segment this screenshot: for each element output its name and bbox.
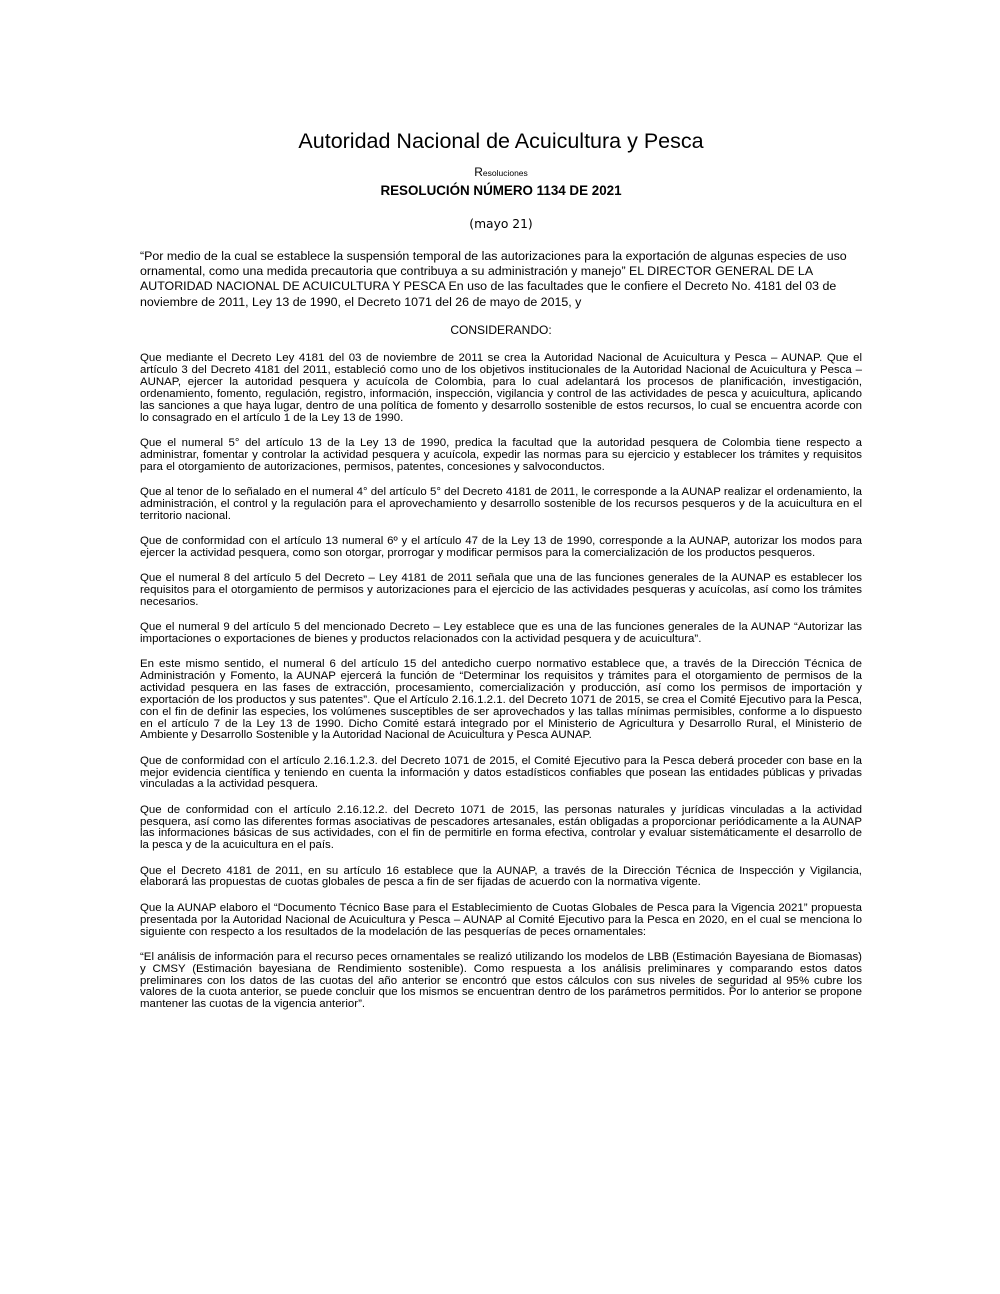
resolution-date: (mayo 21) xyxy=(469,217,533,231)
resolution-number: RESOLUCIÓN NÚMERO 1134 DE 2021 xyxy=(380,183,622,198)
page-title: Autoridad Nacional de Acuicultura y Pesca xyxy=(298,129,704,153)
paragraph: Que de conformidad con el artículo 2.16.1.2.3. del Decreto 1071 de 2015, el Comité Ejecutivo para la Pesca deberá proceder con base en la mejor evidencia científica y teniendo en cuenta la información y datos estadísticos confiables que posean las entidades públicas y privadas vinculadas a la actividad pesquera. xyxy=(140,754,862,791)
considerando-heading: CONSIDERANDO: xyxy=(450,323,552,337)
paragraph: Que de conformidad con el artículo 13 numeral 6º y el artículo 47 de la Ley 13 de 1990, corresponde a la AUNAP, autorizar los modos para ejercer la actividad pesquera, como son otorgar, prorrogar y modificar permisos para la comercialización de los productos pesqueros. xyxy=(140,534,862,559)
paragraph: En este mismo sentido, el numeral 6 del artículo 15 del antedicho cuerpo normativo establece que, a través de la Dirección Técnica de Administración y Fomento, la AUNAP ejercerá la función de “Determinar los requisitos y trámites para el otorgamiento de permisos de la actividad pesquera en las fases de extracción, procesamiento, comercialización y producción, así como los permisos de importación y exportación de los productos y sus patentes”. Que el Artículo 2.16.1.2.1. del Decreto 1071 de 2015, se crea el Comité Ejecutivo para la Pesca, con el fin de definir las especies, los volúmenes susceptibles de ser aprovechados y las tallas mínimas permisibles, conforme a lo dispuesto en el artículo 7 de la Ley 13 de 1990. Dicho Comité estará integrado por el Ministerio de Agricultura y Desarrollo Rural, el Ministerio de Ambiente y Desarrollo Sostenible y la Autoridad Nacional de Acuicultura y Pesca AUNAP. xyxy=(140,658,862,742)
paragraph: “El análisis de información para el recurso peces ornamentales se realizó utilizando los modelos de LBB (Estimación Bayesiana de Biomasas) y CMSY (Estimación bayesiana de Rendimiento sostenible). Como respuesta a los análisis preliminares y comparando estos datos preliminares con los datos de las cuotas del año anterior se encontró que estos cálculos con sus niveles de seguridad al 95% cubre los valores de la cuota anterior, se puede concluir que los mismos se encuentran dentro de los parámetros permitidos. Por lo anterior se propone mantener las cuotas de la vigencia anterior”. xyxy=(140,950,862,1011)
document-type xyxy=(140,165,862,180)
paragraph: Que el numeral 9 del artículo 5 del mencionado Decreto – Ley establece que es una de las funciones generales de la AUNAP “Autorizar las importaciones o exportaciones de bienes y productos relacionados con la actividad pesquera y de acuicultura”. xyxy=(140,620,862,645)
paragraph: Que el numeral 5° del artículo 13 de la Ley 13 de 1990, predica la facultad que la autoridad pesquera de Colombia tiene respecto a administrar, fomentar y controlar la actividad pesquera y acuícola, expedir las normas para su ejercicio y establecer los trámites y requisitos para el otorgamiento de autorizaciones, permisos, patentes, concesiones y salvoconductos. xyxy=(140,436,862,473)
paragraph: Que la AUNAP elaboro el “Documento Técnico Base para el Establecimiento de Cuotas Globales de Pesca para la Vigencia 2021” propuesta presentada por la Autoridad Nacional de Acuicultura y Pesca – AUNAP al Comité Ejecutivo para la Pesca en 2020, en el cual se menciona lo siguiente con respecto a los resultados de la modelación de las pesquerías de peces ornamentales: xyxy=(140,901,862,938)
paragraph: Que de conformidad con el artículo 2.16.12.2. del Decreto 1071 de 2015, las personas naturales y jurídicas vinculadas a la actividad pesquera, así como las diferentes formas asociativas de pescadores artesanales, están obligadas a proporcionar periódicamente a la AUNAP las informaciones básicas de sus actividades, con el fin de permitirle en forma efectiva, controlar y evaluar sistemáticamente el desarrollo de la pesca y de la acuicultura en el país. xyxy=(140,803,862,852)
document-type-rest: esoluciones xyxy=(482,168,528,178)
paragraph: Que mediante el Decreto Ley 4181 del 03 de noviembre de 2011 se crea la Autoridad Nacional de Acuicultura y Pesca – AUNAP. Que el artículo 3 del Decreto 4181 del 2011, estableció como uno de los objetivos institucionales de la Autoridad Nacional de Acuicultura y Pesca – AUNAP, ejercer la autoridad pesquera y acuícola de Colombia, para lo cual adelantará los procesos de planificación, investigación, ordenamiento, fomento, regulación, registro, información, inspección, vigilancia y control de las actividades de pesca y acuicultura, aplicando las sanciones a que haya lugar, dentro de una política de fomento y desarrollo sostenible de estos recursos, lo cual se encuentra acorde con lo consagrado en el artículo 1 de la Ley 13 de 1990. xyxy=(140,352,862,424)
considerando-body xyxy=(140,353,862,1025)
paragraph: Que al tenor de lo señalado en el numeral 4° del artículo 5° del Decreto 4181 de 2011, le corresponde a la AUNAP realizar el ordenamiento, la administración, el control y la regulación para el aprovechamiento y desarrollo sostenible de los recursos pesqueros y de la acuicultura en el territorio nacional. xyxy=(140,485,862,522)
paragraph: Que el numeral 8 del artículo 5 del Decreto – Ley 4181 de 2011 señala que una de las funciones generales de la AUNAP es establecer los requisitos para el otorgamiento de permisos y autorizaciones para el ejercicio de las actividades pesqueras y acuícolas, así como los trámites necesarios. xyxy=(140,571,862,608)
intro-paragraph: “Por medio de la cual se establece la suspensión temporal de las autorizaciones para la exportación de algunas especies de uso ornamental, como una medida precautoria que contribuya a su administración y manejo” EL DIRECTOR GENERAL DE LA AUTORIDAD NACIONAL DE ACUICULTURA Y PESCA En uso de las facultades que le confiere el Decreto No. 4181 del 03 de noviembre de 2011, Ley 13 de 1990, el Decreto 1071 del 26 de mayo de 2015, y xyxy=(140,249,847,309)
paragraph: Que el Decreto 4181 de 2011, en su artículo 16 establece que la AUNAP, a través de la Dirección Técnica de Inspección y Vigilancia, elaborará las propuestas de cuotas globales de pesca a fin de ser fijadas de acuerdo con la normativa vigente. xyxy=(140,864,862,889)
document-type-initial: R xyxy=(474,165,483,179)
